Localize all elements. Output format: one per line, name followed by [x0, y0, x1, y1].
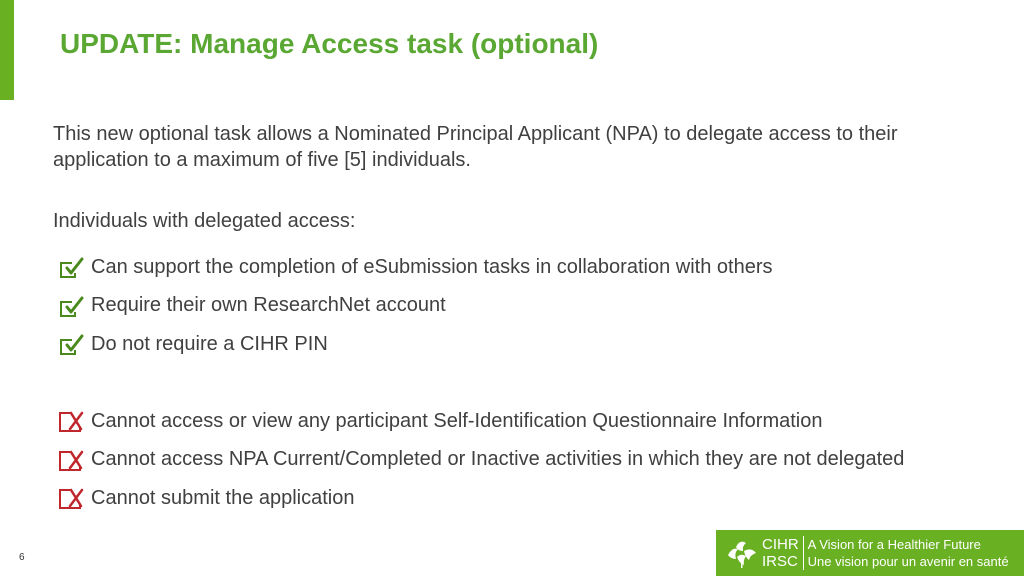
list-item [58, 325, 772, 364]
tagline-fr: Une vision pour un avenir en santé [807, 554, 1009, 569]
list-item [58, 441, 904, 480]
accent-bar [0, 0, 14, 100]
list-item [58, 248, 772, 287]
list-item [58, 479, 904, 518]
can-list [58, 248, 772, 364]
tagline-block [808, 536, 1009, 570]
cihr-leaf-logo-icon [724, 535, 760, 571]
acronym-fr: IRSC [762, 553, 798, 570]
checkbox-x-icon [58, 409, 90, 433]
list-item [58, 402, 904, 441]
checkbox-x-icon [58, 448, 90, 472]
intro-paragraph: This new optional task allows a Nominated Principal Applicant (NPA) to delegate access to their application to a maximum of five [5] individuals. [53, 123, 898, 171]
list-item-text: Cannot submit the application [91, 486, 355, 509]
delegated-access-heading: Individuals with delegated access: [53, 210, 356, 232]
checkbox-check-icon [58, 294, 90, 318]
cannot-list [58, 402, 904, 518]
acronym-block [762, 536, 804, 570]
list-item-text: Can support the completion of eSubmission tasks in collaboration with others [91, 255, 773, 278]
list-item-text: Cannot access or view any participant Self-Identification Questionnaire Information [91, 409, 823, 432]
checkbox-x-icon [58, 486, 90, 510]
cihr-brand-footer [716, 530, 1024, 576]
list-item [58, 287, 772, 326]
page-title: UPDATE: Manage Access task (optional) [60, 28, 599, 59]
checkbox-check-icon [58, 255, 90, 279]
list-item-text: Cannot access NPA Current/Completed or Inactive activities in which they are not delegated [91, 448, 905, 471]
list-item-text: Require their own ResearchNet account [91, 294, 446, 317]
acronym-en: CIHR [762, 536, 799, 553]
tagline-en: A Vision for a Healthier Future [807, 537, 981, 552]
checkbox-check-icon [58, 332, 90, 356]
page-number: 6 [19, 552, 25, 563]
list-item-text: Do not require a CIHR PIN [91, 332, 328, 355]
